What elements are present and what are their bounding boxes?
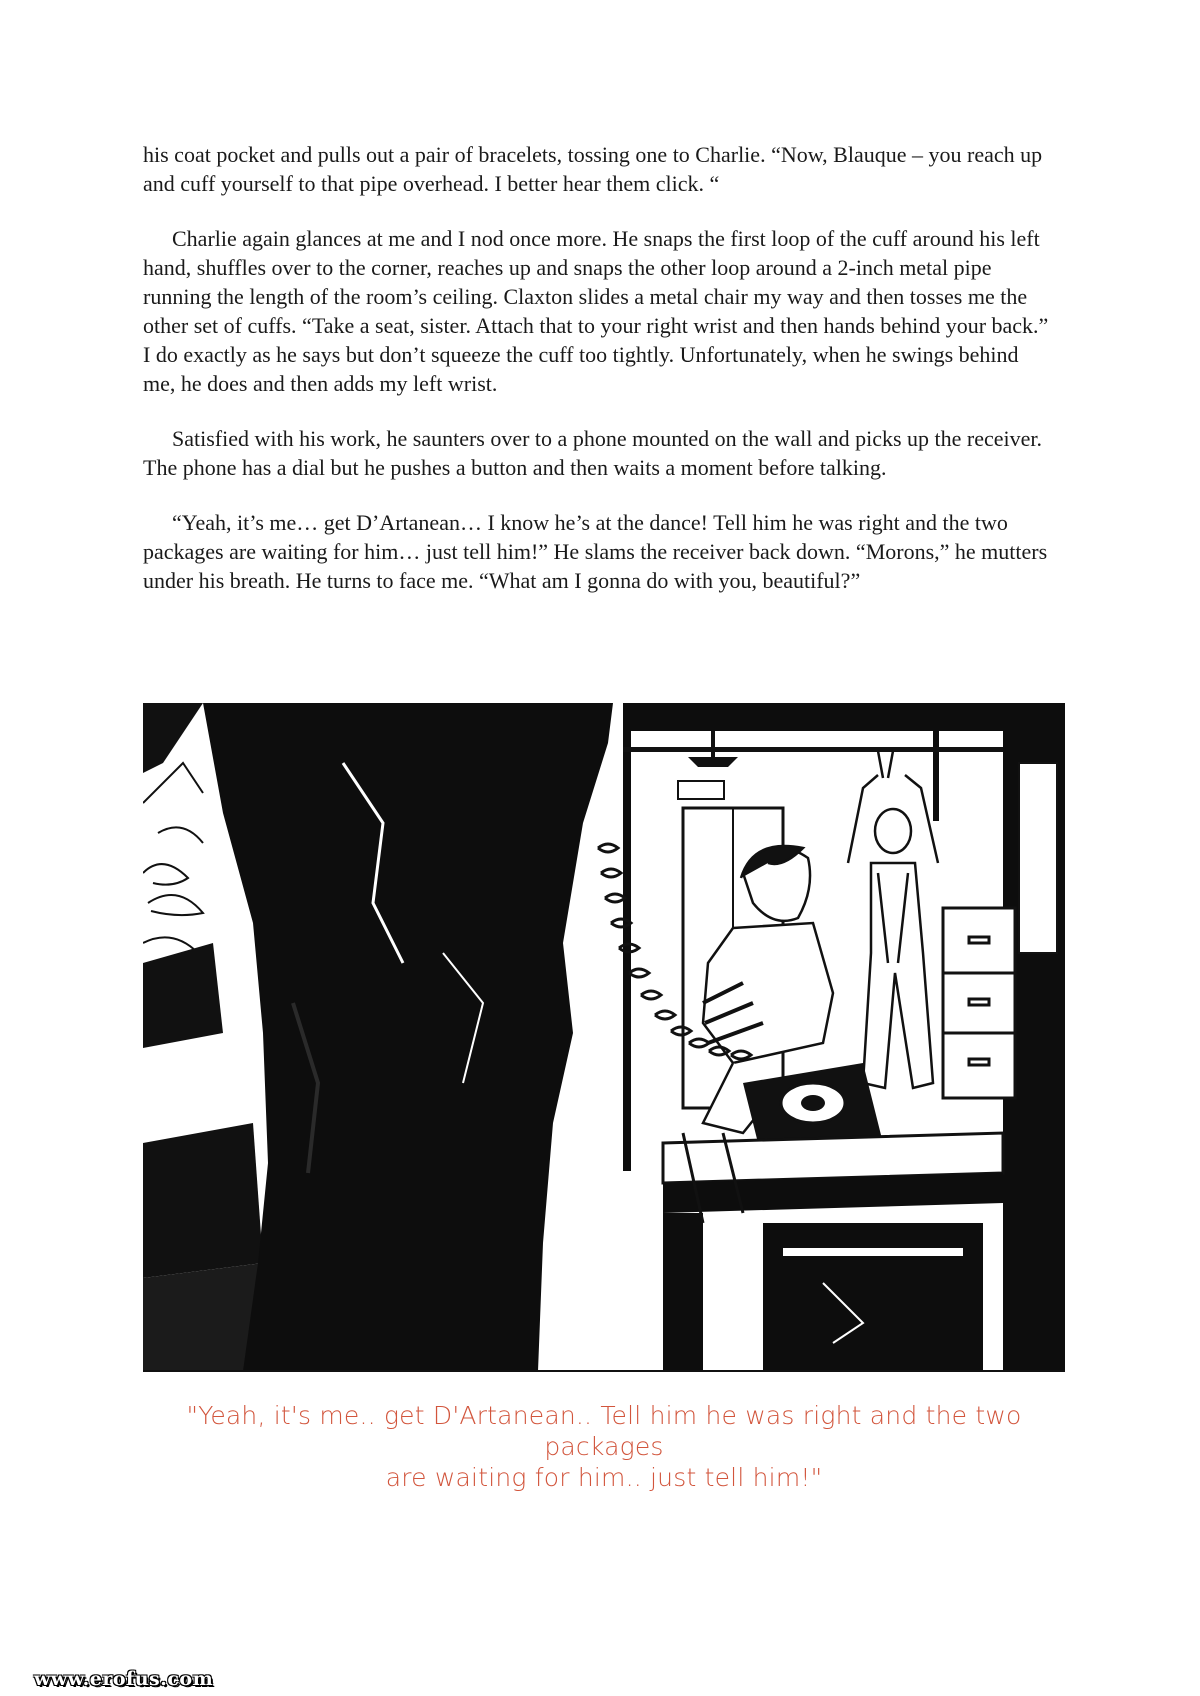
- paragraph-1: his coat pocket and pulls out a pair of bracelets, tossing one to Charlie. “Now, Blauque – you reach up and cuff yourself to that pipe overhead. I better hear them click. “: [143, 142, 1043, 196]
- panel-caption: [143, 1400, 1065, 1493]
- panel-rule: [143, 1370, 1065, 1372]
- caption-line-2: are waiting for him.. just tell him!": [385, 1463, 823, 1492]
- file-cabinet: [943, 908, 1015, 1098]
- story-text: [143, 140, 1053, 621]
- overhead-pipe: [623, 747, 1003, 752]
- comic-illustration: [143, 703, 1065, 1371]
- noir-office-scene: [143, 703, 1065, 1371]
- paragraph-2: Charlie again glances at me and I nod once more. He snaps the first loop of the cuff around his left hand, shuffles over to the corner, reaches up and snaps the other loop around a 2-inch metal pipe running the length of the room’s ceiling. Claxton slides a metal chair my way and then tosses me the other set of cuffs. “Take a seat, sister. Attach that to your right wrist and then hands behind your back.” I do exactly as he says but don’t squeeze the cuff too tightly. Unfortunately, when he swings behind me, he does and then adds my left wrist.: [143, 226, 1049, 396]
- caption-line-1: "Yeah, it's me.. get D'Artanean.. Tell him he was right and the two packages: [186, 1401, 1022, 1461]
- site-watermark: www.erofus.com: [34, 1668, 214, 1690]
- paragraph-4: “Yeah, it’s me… get D’Artanean… I know he’s at the dance! Tell him he was right and the two packages are waiting for him… just tell him!” He slams the receiver back down. “Morons,” he mutters under his breath. He turns to face me. “What am I gonna do with you, beautiful?”: [143, 510, 1048, 593]
- exit-sign: [678, 781, 724, 799]
- paragraph-3: Satisfied with his work, he saunters over to a phone mounted on the wall and picks up the receiver. The phone has a dial but he pushes a button and then waits a moment before talking.: [143, 426, 1043, 480]
